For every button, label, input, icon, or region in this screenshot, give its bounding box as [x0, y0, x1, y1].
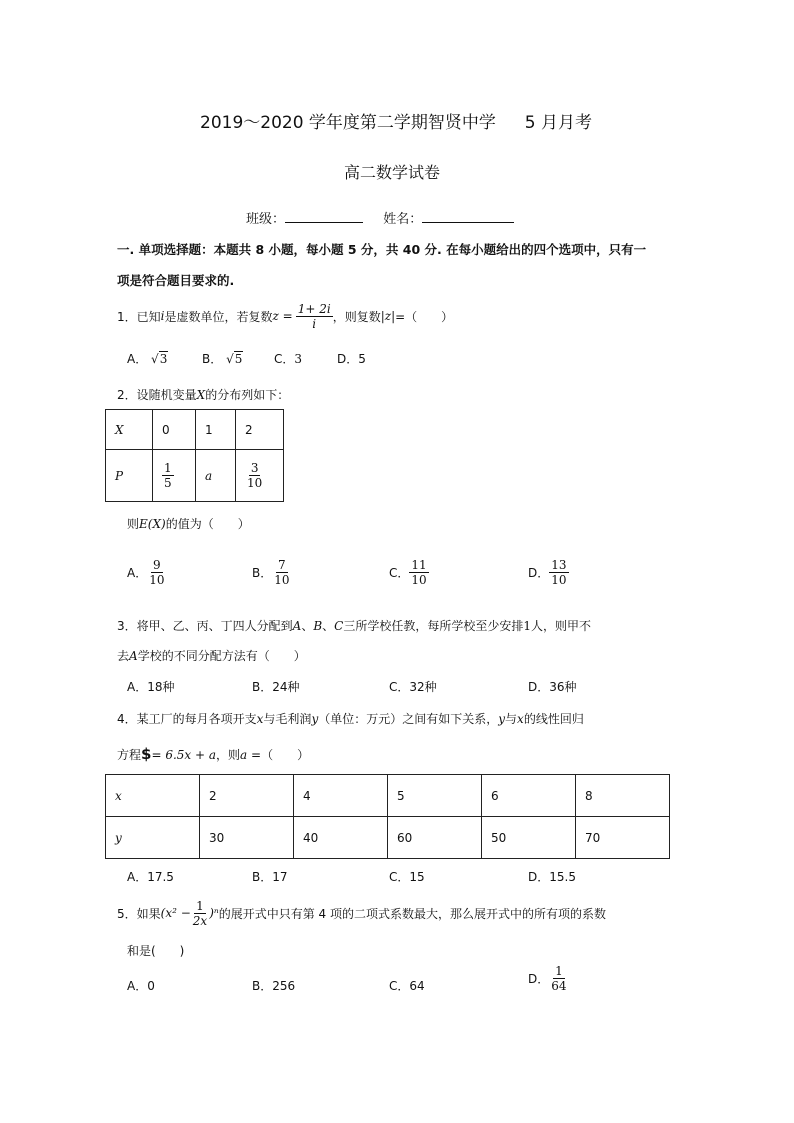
frac-den: 10	[274, 573, 290, 587]
q3-school-c: C	[334, 619, 344, 633]
option-label: C．	[389, 566, 410, 580]
table-cell: x	[106, 775, 200, 817]
q3-option-a-value: 18种	[147, 680, 175, 694]
q1-z-eq: z =	[272, 309, 293, 323]
table-cell	[153, 450, 196, 502]
frac-den: 10	[247, 476, 263, 490]
q5-option-d[interactable]	[528, 964, 569, 993]
option-label: A．	[127, 566, 148, 580]
table-cell: 2	[236, 410, 284, 450]
q2-var-x: X	[196, 388, 206, 402]
frac-den: 64	[551, 979, 567, 993]
question-3-line2	[117, 647, 306, 664]
q2-ask	[127, 515, 250, 532]
q4-option-d-value: 15.5	[549, 870, 576, 884]
q4-var-y: y	[311, 712, 319, 726]
table-cell: 60	[388, 817, 482, 859]
frac-num: 1	[555, 964, 563, 978]
q4-text-2: 与毛利润	[263, 712, 312, 726]
fraction	[245, 461, 264, 490]
q5-option-b-value: 256	[272, 979, 296, 993]
section-intro-line2: 项是符合题目要求的.	[117, 273, 235, 288]
option-label: A．	[127, 352, 148, 366]
q2-option-c[interactable]	[389, 558, 429, 587]
exam-subtitle: 高二数学试卷	[344, 163, 441, 182]
option-label: D．	[528, 972, 550, 986]
frac-num: 7	[278, 558, 286, 572]
q1-option-b-value: 5	[234, 352, 243, 366]
q5-option-c-value: 64	[409, 979, 425, 993]
frac-num: 1	[196, 898, 204, 913]
q4-yhat-glyph: $	[141, 745, 152, 763]
fraction	[409, 558, 428, 587]
option-label: B．	[202, 352, 223, 366]
q1-option-c-value: 3	[294, 352, 303, 366]
frac-num: 9	[153, 558, 161, 572]
name-field[interactable]	[422, 210, 514, 223]
question-1	[117, 296, 453, 336]
table-cell: 70	[576, 817, 670, 859]
option-label: A．	[127, 870, 148, 884]
class-label: 班级：	[246, 212, 286, 227]
q1-text-3: ，则复数	[332, 309, 381, 324]
q4-text-8: （ ）	[261, 748, 310, 762]
q5-option-a-value: 0	[147, 979, 155, 993]
question-5-line1	[117, 893, 606, 933]
q5-option-b[interactable]	[252, 977, 295, 994]
option-label: B．	[252, 680, 273, 694]
q4-var-y: y	[498, 712, 506, 726]
question-3-line1	[117, 617, 591, 634]
q1-option-c[interactable]	[274, 350, 302, 367]
table-cell: P	[106, 450, 153, 502]
exam-title-month: 5 月月考	[524, 113, 592, 133]
option-label: A．	[127, 680, 148, 694]
q4-text-1: 4．某工厂的每月各项开支	[117, 712, 257, 726]
frac-num: 11	[411, 558, 427, 572]
q1-option-a[interactable]	[127, 350, 168, 367]
section-intro-line1: 一. 单项选择题：本题共 8 小题，每小题 5 分，共 40 分. 在每小题给出的四个选项中，只有一	[117, 242, 647, 257]
frac-den: 5	[164, 476, 172, 490]
q3-sep: 、	[301, 619, 314, 633]
q5-fraction	[191, 899, 209, 928]
table-cell: 4	[294, 775, 388, 817]
q1-abs-z: |z|	[380, 309, 396, 323]
q4-a-eq: a =	[240, 748, 262, 762]
table-cell: 8	[576, 775, 670, 817]
q5-text-1: 5．如果	[117, 906, 161, 921]
frac-den: 10	[411, 573, 427, 587]
frac-den: 10	[149, 573, 165, 587]
q1-var-i: i	[160, 309, 165, 323]
q3-text-2: 三所学校任教，每所学校至少安排	[343, 619, 524, 633]
q1-text-4: =（ ）	[395, 309, 454, 324]
fraction	[147, 558, 166, 587]
table-row	[106, 817, 670, 859]
table-row	[106, 410, 284, 450]
question-2	[117, 386, 289, 403]
table-cell: 6	[482, 775, 576, 817]
q3-option-a[interactable]	[127, 678, 175, 695]
table-cell: 30	[200, 817, 294, 859]
table-cell: 5	[388, 775, 482, 817]
q4-option-b[interactable]	[252, 868, 288, 885]
q4-text-5: 的线性回归	[523, 712, 584, 726]
table-cell: 2	[200, 775, 294, 817]
q4-text-7: ，则	[216, 748, 241, 762]
option-label: C．	[389, 680, 410, 694]
q1-option-d-value: 5	[358, 352, 366, 366]
q4-option-c-value: 15	[409, 870, 425, 884]
q1-option-a-value: 3	[159, 352, 168, 366]
option-label: B．	[252, 979, 273, 993]
q4-data-table	[105, 774, 670, 859]
class-field[interactable]	[285, 210, 363, 223]
q4-var-x: x	[517, 712, 524, 726]
q4-option-a-value: 17.5	[147, 870, 174, 884]
option-label: C．	[389, 870, 410, 884]
table-cell: 1	[196, 410, 236, 450]
exam-title-main: 2019～2020 学年度第二学期智贤中学	[200, 113, 496, 133]
q3-option-d-value: 36种	[549, 680, 577, 694]
q2-text-1: 2．设随机变量	[117, 388, 197, 402]
q4-regression-eq: = 6.5x + a	[151, 748, 217, 762]
fraction	[162, 461, 174, 490]
question-5-line2: 和是( )	[127, 944, 185, 958]
q4-var-x: x	[256, 712, 264, 726]
q1-frac-den: i	[312, 316, 317, 331]
table-cell: 50	[482, 817, 576, 859]
q3-sep: 、	[322, 619, 335, 633]
option-label: B．	[252, 870, 273, 884]
q2-ask-pre: 则	[127, 517, 140, 531]
q4-text-3: （单位：万元）之间有如下关系，	[318, 712, 499, 726]
q3-one: 1	[523, 619, 532, 633]
sqrt-symbol: √5	[226, 352, 243, 366]
option-label: D．	[337, 352, 359, 366]
q1-frac-num: 1+ 2i	[297, 301, 331, 316]
fraction	[272, 558, 291, 587]
table-cell: 0	[153, 410, 196, 450]
q2-expected-value: E(X)	[139, 517, 166, 531]
q4-option-b-value: 17	[272, 870, 288, 884]
option-label: C．	[389, 979, 410, 993]
table-cell: y	[106, 817, 200, 859]
fraction	[549, 558, 568, 587]
option-label: D．	[528, 870, 550, 884]
q1-option-b[interactable]	[202, 350, 243, 367]
q5-expr-open: (x² −	[160, 906, 191, 920]
q2-option-b[interactable]	[252, 558, 292, 587]
q1-option-d[interactable]	[337, 350, 366, 367]
q2-distribution-table	[105, 409, 284, 502]
q1-text-1: 1．已知	[117, 309, 161, 324]
q1-text-2: 是虚数单位，若复数	[164, 309, 273, 324]
q3-school-a: A	[292, 619, 302, 633]
q4-option-a[interactable]	[127, 868, 174, 885]
option-label: D．	[528, 680, 550, 694]
option-label: D．	[528, 566, 550, 580]
frac-num: 13	[551, 558, 567, 572]
table-row	[106, 775, 670, 817]
question-4-line1	[117, 710, 584, 727]
q5-text-2: 的展开式中只有第 4 项的二项式系数最大，那么展开式中的所有项的系数	[218, 906, 607, 921]
q2-text-2: 的分布列如下：	[205, 388, 290, 402]
option-label: A．	[127, 979, 148, 993]
q3-option-c-value: 32种	[409, 680, 437, 694]
table-cell: a	[196, 450, 236, 502]
frac-num: 1	[164, 461, 172, 475]
q3-option-b[interactable]	[252, 678, 300, 695]
q3-school-b: B	[313, 619, 323, 633]
q3-school-a: A	[129, 649, 138, 663]
frac-num: 3	[250, 461, 259, 475]
option-label: B．	[252, 566, 273, 580]
q3-text-3: 人，则甲不	[531, 619, 592, 633]
q2-ask-post: 的值为（ ）	[165, 517, 250, 531]
q5-expr-close: )ⁿ	[209, 906, 219, 920]
frac-den: 2x	[192, 913, 208, 928]
q3-option-c[interactable]	[389, 678, 437, 695]
frac-den: 10	[551, 573, 567, 587]
q2-option-d[interactable]	[528, 558, 569, 587]
q5-option-a[interactable]	[127, 977, 155, 994]
q4-text-6: 方程	[117, 748, 142, 762]
q3-text-1: 3．将甲、乙、丙、丁四人分配到	[117, 619, 293, 633]
q5-option-c[interactable]	[389, 977, 425, 994]
q3-text-5: 学校的不同分配方法有（ ）	[137, 649, 306, 663]
table-cell: X	[106, 410, 153, 450]
exam-title	[200, 108, 592, 133]
table-cell: 40	[294, 817, 388, 859]
q4-option-c[interactable]	[389, 868, 425, 885]
q3-text-4: 去	[117, 649, 130, 663]
q3-option-d[interactable]	[528, 678, 577, 695]
table-cell	[236, 450, 284, 502]
q3-option-b-value: 24种	[272, 680, 300, 694]
question-4-line2	[117, 745, 309, 763]
q4-option-d[interactable]	[528, 868, 576, 885]
q2-option-a[interactable]	[127, 558, 167, 587]
fraction	[549, 964, 568, 993]
name-label: 姓名：	[383, 212, 423, 227]
sqrt-symbol: √3	[151, 352, 168, 366]
q4-text-4: 与	[505, 712, 518, 726]
student-info	[246, 208, 514, 227]
q1-fraction	[296, 302, 333, 331]
option-label: C．	[274, 352, 295, 366]
table-row	[106, 450, 284, 502]
